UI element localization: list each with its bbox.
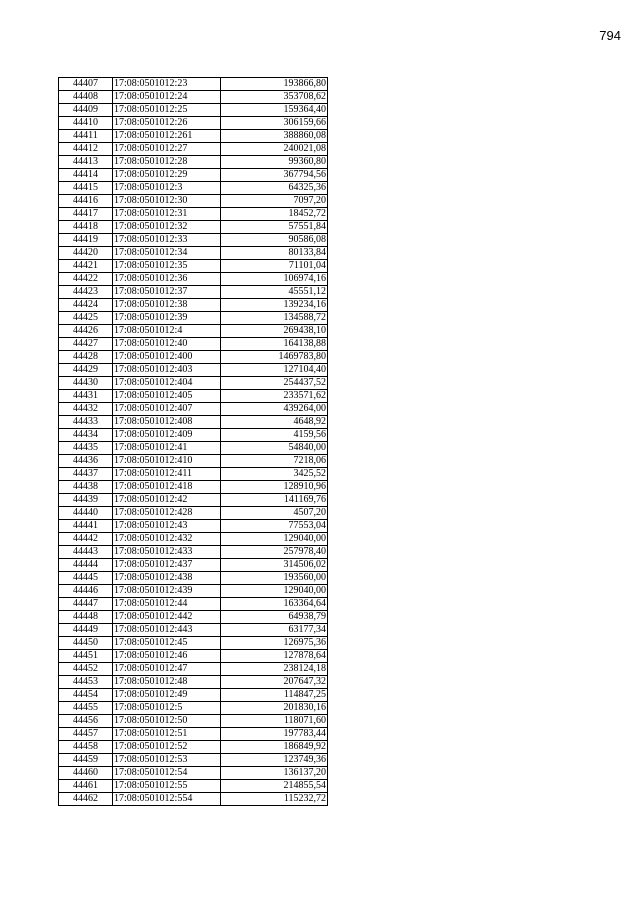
value-cell: 57551,84 [221,221,328,234]
table-row [59,767,328,780]
row-number-cell: 44448 [59,611,113,624]
table-row [59,468,328,481]
value-cell: 77553,04 [221,520,328,533]
row-number-cell: 44462 [59,793,113,806]
row-number-cell: 44439 [59,494,113,507]
value-cell: 439264,00 [221,403,328,416]
cadastral-number-cell: 17:08:0501012:443 [113,624,221,637]
row-number-cell: 44433 [59,416,113,429]
cadastral-number-cell: 17:08:0501012:442 [113,611,221,624]
row-number-cell: 44453 [59,676,113,689]
value-cell: 197783,44 [221,728,328,741]
cadastral-number-cell: 17:08:0501012:31 [113,208,221,221]
cadastral-number-cell: 17:08:0501012:400 [113,351,221,364]
value-cell: 118071,60 [221,715,328,728]
cadastral-number-cell: 17:08:0501012:407 [113,403,221,416]
cadastral-number-cell: 17:08:0501012:403 [113,364,221,377]
cadastral-number-cell: 17:08:0501012:33 [113,234,221,247]
table-row [59,364,328,377]
row-number-cell: 44458 [59,741,113,754]
cadastral-number-cell: 17:08:0501012:41 [113,442,221,455]
value-cell: 64938,79 [221,611,328,624]
row-number-cell: 44456 [59,715,113,728]
table-row [59,429,328,442]
cadastral-number-cell: 17:08:0501012:438 [113,572,221,585]
cadastral-number-cell: 17:08:0501012:428 [113,507,221,520]
cadastral-number-cell: 17:08:0501012:45 [113,637,221,650]
cadastral-number-cell: 17:08:0501012:439 [113,585,221,598]
value-cell: 90586,08 [221,234,328,247]
table-row [59,169,328,182]
table-row [59,585,328,598]
value-cell: 54840,00 [221,442,328,455]
cadastral-number-cell: 17:08:0501012:432 [113,533,221,546]
table-row [59,286,328,299]
cadastral-number-cell: 17:08:0501012:418 [113,481,221,494]
table-row [59,689,328,702]
cadastral-number-cell: 17:08:0501012:52 [113,741,221,754]
table-row [59,130,328,143]
table-row [59,598,328,611]
table-row [59,507,328,520]
row-number-cell: 44437 [59,468,113,481]
table-row [59,338,328,351]
value-cell: 106974,16 [221,273,328,286]
cadastral-number-cell: 17:08:0501012:36 [113,273,221,286]
table-row [59,650,328,663]
cadastral-number-cell: 17:08:0501012:408 [113,416,221,429]
row-number-cell: 44419 [59,234,113,247]
cadastral-number-cell: 17:08:0501012:23 [113,78,221,91]
table-row [59,221,328,234]
value-cell: 164138,88 [221,338,328,351]
cadastral-number-cell: 17:08:0501012:54 [113,767,221,780]
cadastral-number-cell: 17:08:0501012:51 [113,728,221,741]
value-cell: 45551,12 [221,286,328,299]
row-number-cell: 44415 [59,182,113,195]
row-number-cell: 44431 [59,390,113,403]
table-row [59,234,328,247]
row-number-cell: 44407 [59,78,113,91]
cadastral-number-cell: 17:08:0501012:433 [113,546,221,559]
table-row [59,312,328,325]
cadastral-number-cell: 17:08:0501012:29 [113,169,221,182]
table-row [59,780,328,793]
value-cell: 4159,56 [221,429,328,442]
table-row [59,702,328,715]
cadastral-number-cell: 17:08:0501012:411 [113,468,221,481]
value-cell: 134588,72 [221,312,328,325]
cadastral-number-cell: 17:08:0501012:437 [113,559,221,572]
row-number-cell: 44445 [59,572,113,585]
table-row [59,260,328,273]
table-body [59,78,328,806]
row-number-cell: 44454 [59,689,113,702]
cadastral-number-cell: 17:08:0501012:28 [113,156,221,169]
row-number-cell: 44422 [59,273,113,286]
value-cell: 7218,06 [221,455,328,468]
value-cell: 388860,08 [221,130,328,143]
value-cell: 114847,25 [221,689,328,702]
row-number-cell: 44435 [59,442,113,455]
value-cell: 269438,10 [221,325,328,338]
cadastral-number-cell: 17:08:0501012:5 [113,702,221,715]
cadastral-number-cell: 17:08:0501012:50 [113,715,221,728]
row-number-cell: 44461 [59,780,113,793]
cadastral-number-cell: 17:08:0501012:405 [113,390,221,403]
value-cell: 136137,20 [221,767,328,780]
value-cell: 126975,36 [221,637,328,650]
table-row [59,182,328,195]
row-number-cell: 44421 [59,260,113,273]
row-number-cell: 44452 [59,663,113,676]
table-row [59,793,328,806]
value-cell: 80133,84 [221,247,328,260]
row-number-cell: 44424 [59,299,113,312]
value-cell: 64325,36 [221,182,328,195]
cadastral-number-cell: 17:08:0501012:25 [113,104,221,117]
cadastral-number-cell: 17:08:0501012:46 [113,650,221,663]
table-row [59,741,328,754]
row-number-cell: 44429 [59,364,113,377]
row-number-cell: 44412 [59,143,113,156]
cadastral-number-cell: 17:08:0501012:47 [113,663,221,676]
row-number-cell: 44413 [59,156,113,169]
table-row [59,299,328,312]
table-row [59,325,328,338]
row-number-cell: 44443 [59,546,113,559]
table-row [59,520,328,533]
value-cell: 129040,00 [221,533,328,546]
value-cell: 254437,52 [221,377,328,390]
table-row [59,143,328,156]
value-cell: 127104,40 [221,364,328,377]
value-cell: 238124,18 [221,663,328,676]
value-cell: 353708,62 [221,91,328,104]
table-row [59,494,328,507]
page-number: 794 [599,28,621,43]
table-row [59,624,328,637]
value-cell: 193560,00 [221,572,328,585]
table-row [59,533,328,546]
row-number-cell: 44427 [59,338,113,351]
cadastral-number-cell: 17:08:0501012:39 [113,312,221,325]
row-number-cell: 44418 [59,221,113,234]
cadastral-number-cell: 17:08:0501012:37 [113,286,221,299]
row-number-cell: 44425 [59,312,113,325]
cadastral-number-cell: 17:08:0501012:42 [113,494,221,507]
cadastral-number-cell: 17:08:0501012:43 [113,520,221,533]
row-number-cell: 44430 [59,377,113,390]
value-cell: 201830,16 [221,702,328,715]
table-row [59,676,328,689]
table-row [59,728,328,741]
cadastral-number-cell: 17:08:0501012:55 [113,780,221,793]
cadastral-number-cell: 17:08:0501012:35 [113,260,221,273]
row-number-cell: 44410 [59,117,113,130]
row-number-cell: 44441 [59,520,113,533]
value-cell: 99360,80 [221,156,328,169]
value-cell: 127878,64 [221,650,328,663]
value-cell: 214855,54 [221,780,328,793]
cadastral-number-cell: 17:08:0501012:410 [113,455,221,468]
table-row [59,559,328,572]
cadastral-number-cell: 17:08:0501012:38 [113,299,221,312]
value-cell: 71101,04 [221,260,328,273]
value-cell: 314506,02 [221,559,328,572]
cadastral-number-cell: 17:08:0501012:40 [113,338,221,351]
table-row [59,572,328,585]
table-row [59,91,328,104]
table-row [59,273,328,286]
row-number-cell: 44408 [59,91,113,104]
table-row [59,195,328,208]
table-row [59,715,328,728]
cadastral-number-cell: 17:08:0501012:261 [113,130,221,143]
value-cell: 63177,34 [221,624,328,637]
table-row [59,351,328,364]
cadastral-number-cell: 17:08:0501012:409 [113,429,221,442]
row-number-cell: 44434 [59,429,113,442]
table-row [59,403,328,416]
value-cell: 207647,32 [221,676,328,689]
table-row [59,442,328,455]
cadastral-number-cell: 17:08:0501012:27 [113,143,221,156]
value-cell: 306159,66 [221,117,328,130]
cadastral-value-table [58,77,328,806]
cadastral-number-cell: 17:08:0501012:30 [113,195,221,208]
value-cell: 129040,00 [221,585,328,598]
row-number-cell: 44455 [59,702,113,715]
row-number-cell: 44444 [59,559,113,572]
value-cell: 159364,40 [221,104,328,117]
table-row [59,637,328,650]
row-number-cell: 44414 [59,169,113,182]
cadastral-number-cell: 17:08:0501012:404 [113,377,221,390]
value-cell: 128910,96 [221,481,328,494]
row-number-cell: 44416 [59,195,113,208]
row-number-cell: 44411 [59,130,113,143]
value-cell: 367794,56 [221,169,328,182]
table-row [59,416,328,429]
value-cell: 193866,80 [221,78,328,91]
table-row [59,377,328,390]
cadastral-number-cell: 17:08:0501012:49 [113,689,221,702]
row-number-cell: 44450 [59,637,113,650]
table-row [59,78,328,91]
cadastral-number-cell: 17:08:0501012:34 [113,247,221,260]
table-row [59,546,328,559]
value-cell: 1469783,80 [221,351,328,364]
cadastral-number-cell: 17:08:0501012:4 [113,325,221,338]
row-number-cell: 44428 [59,351,113,364]
row-number-cell: 44446 [59,585,113,598]
table-row [59,247,328,260]
row-number-cell: 44457 [59,728,113,741]
value-cell: 257978,40 [221,546,328,559]
value-cell: 4507,20 [221,507,328,520]
row-number-cell: 44417 [59,208,113,221]
value-cell: 3425,52 [221,468,328,481]
cadastral-number-cell: 17:08:0501012:53 [113,754,221,767]
table-row [59,156,328,169]
row-number-cell: 44420 [59,247,113,260]
table-row [59,117,328,130]
row-number-cell: 44426 [59,325,113,338]
row-number-cell: 44449 [59,624,113,637]
row-number-cell: 44440 [59,507,113,520]
cadastral-number-cell: 17:08:0501012:24 [113,91,221,104]
value-cell: 163364,64 [221,598,328,611]
table-row [59,481,328,494]
row-number-cell: 44442 [59,533,113,546]
value-cell: 139234,16 [221,299,328,312]
row-number-cell: 44436 [59,455,113,468]
value-cell: 141169,76 [221,494,328,507]
row-number-cell: 44432 [59,403,113,416]
table-row [59,208,328,221]
row-number-cell: 44409 [59,104,113,117]
value-cell: 186849,92 [221,741,328,754]
value-cell: 4648,92 [221,416,328,429]
cadastral-number-cell: 17:08:0501012:48 [113,676,221,689]
table-row [59,104,328,117]
row-number-cell: 44451 [59,650,113,663]
row-number-cell: 44459 [59,754,113,767]
cadastral-number-cell: 17:08:0501012:32 [113,221,221,234]
row-number-cell: 44460 [59,767,113,780]
value-cell: 18452,72 [221,208,328,221]
cadastral-number-cell: 17:08:0501012:26 [113,117,221,130]
table-row [59,611,328,624]
value-cell: 240021,08 [221,143,328,156]
value-cell: 233571,62 [221,390,328,403]
table-row [59,663,328,676]
cadastral-number-cell: 17:08:0501012:44 [113,598,221,611]
row-number-cell: 44438 [59,481,113,494]
table-row [59,455,328,468]
cadastral-number-cell: 17:08:0501012:554 [113,793,221,806]
cadastral-number-cell: 17:08:0501012:3 [113,182,221,195]
table-row [59,390,328,403]
value-cell: 7097,20 [221,195,328,208]
row-number-cell: 44423 [59,286,113,299]
table-row [59,754,328,767]
value-cell: 115232,72 [221,793,328,806]
row-number-cell: 44447 [59,598,113,611]
value-cell: 123749,36 [221,754,328,767]
